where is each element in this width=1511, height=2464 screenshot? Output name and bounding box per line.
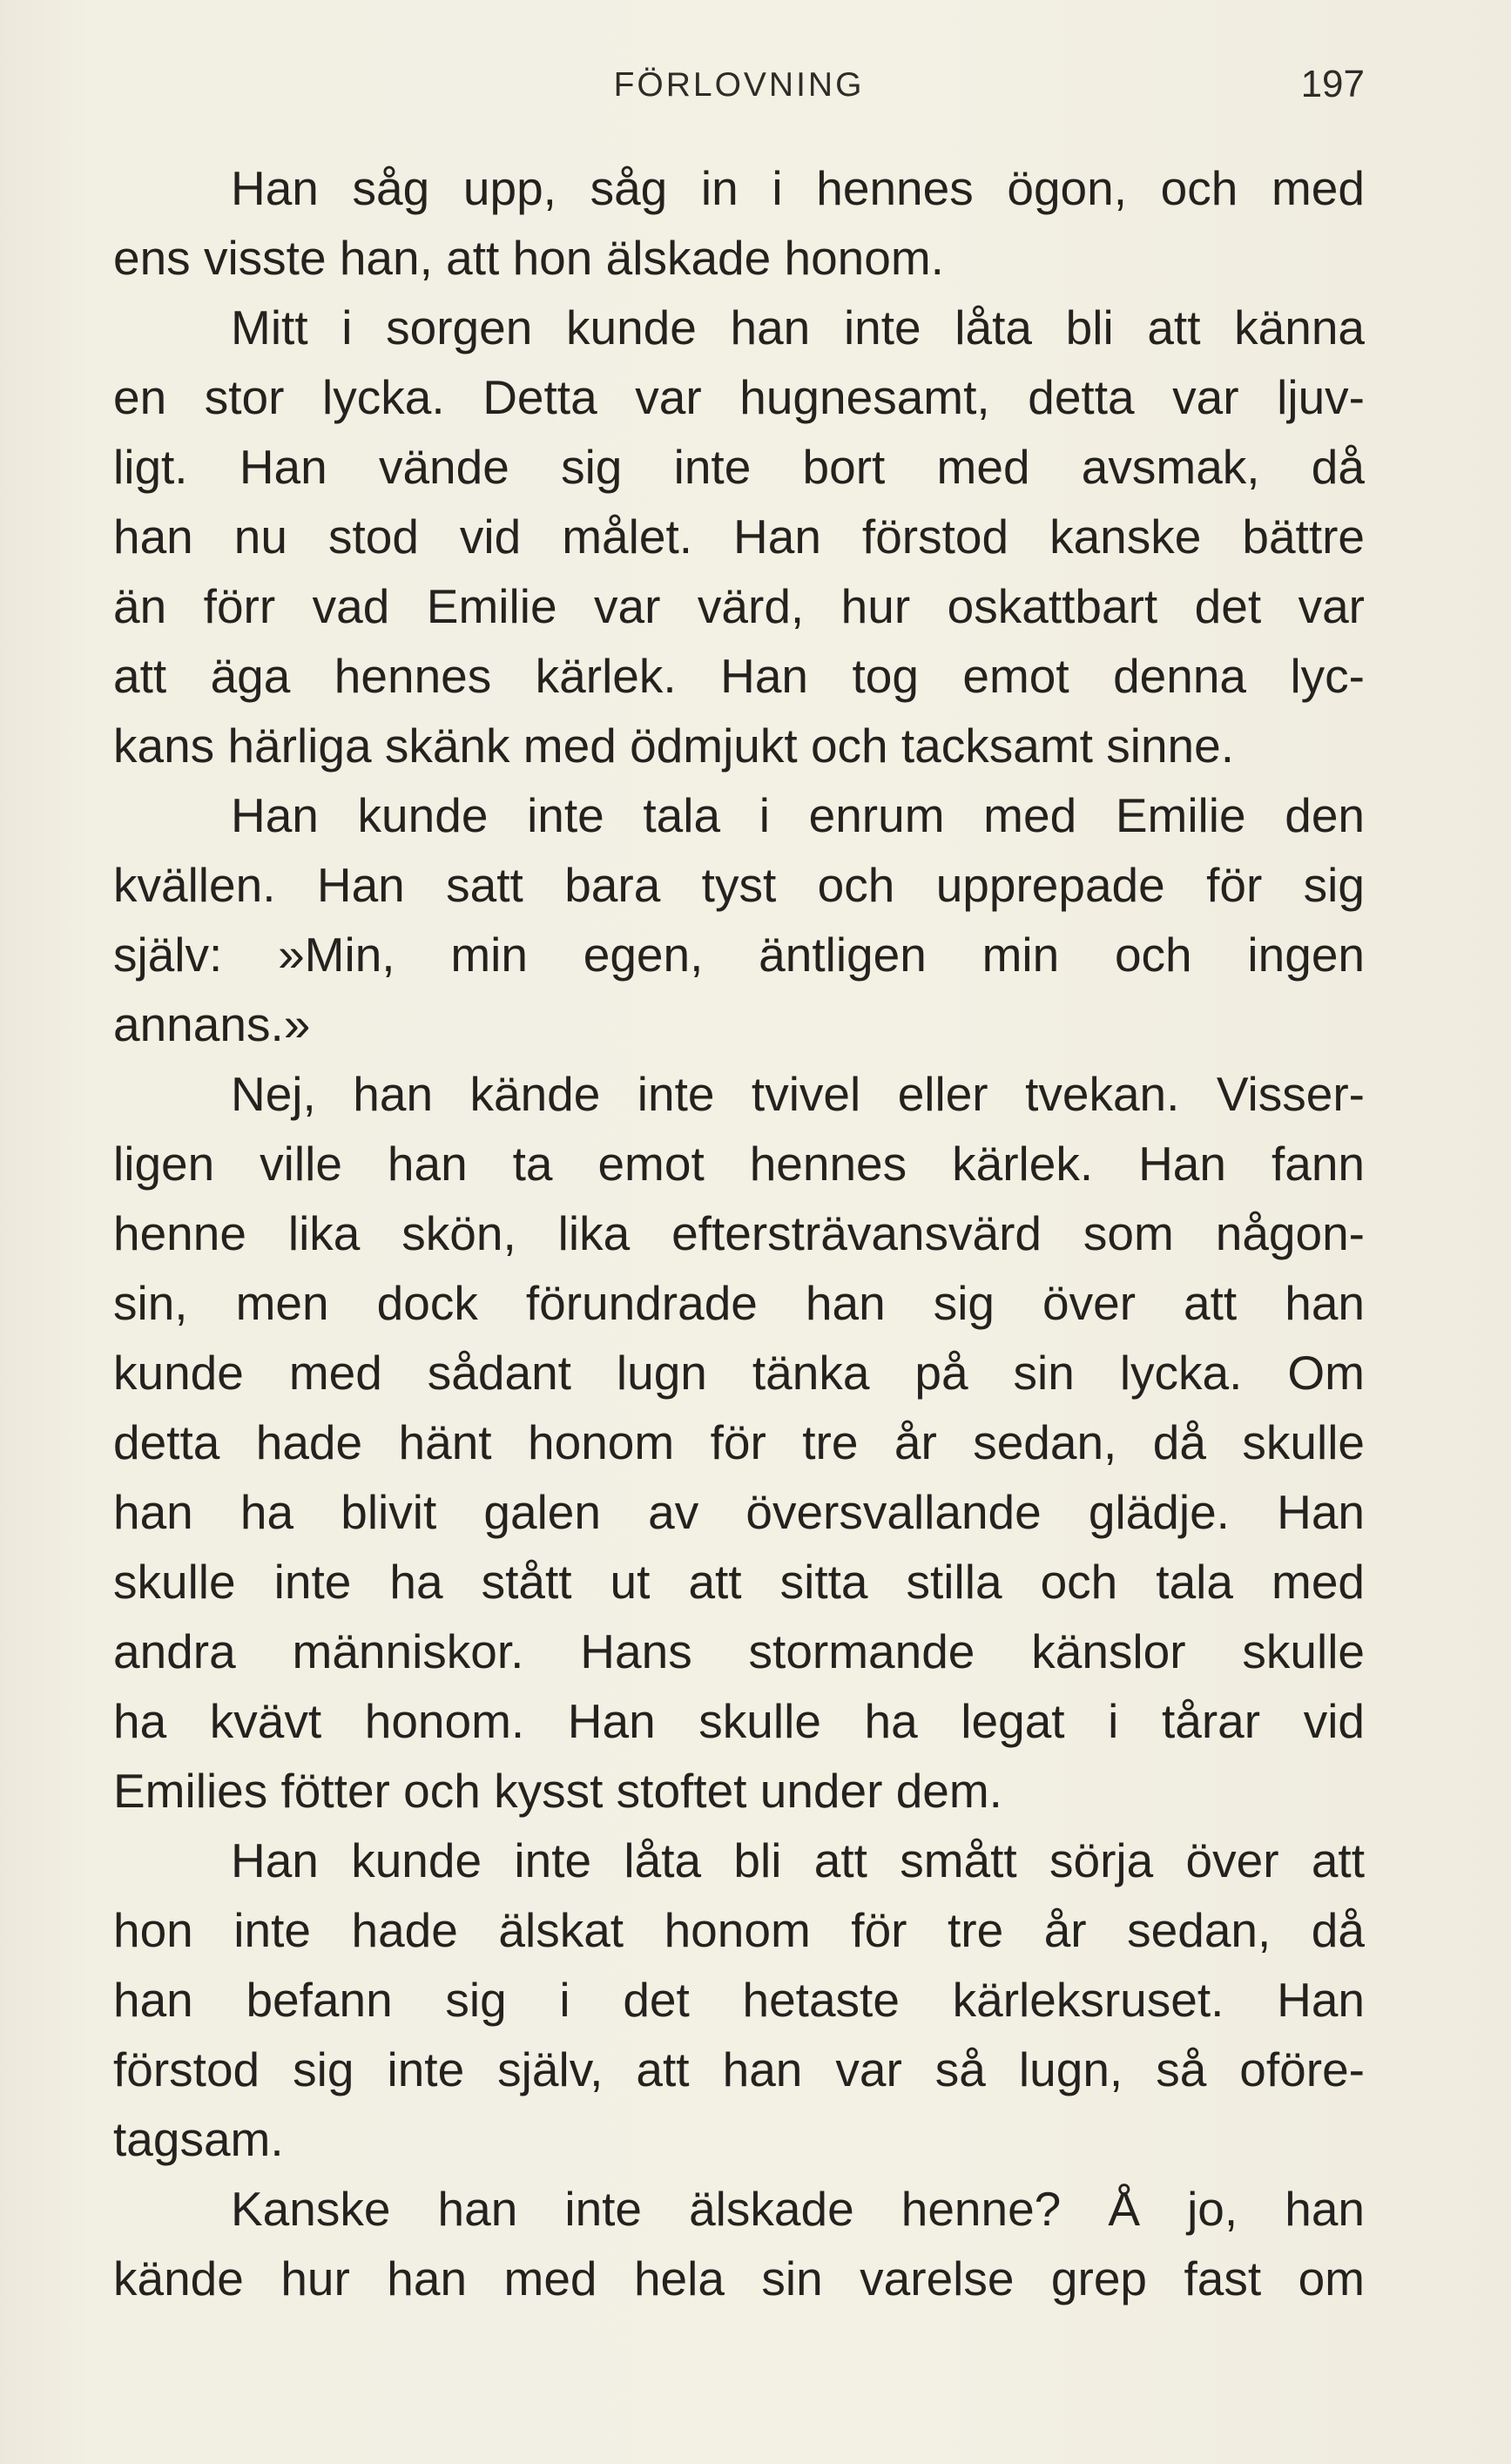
text-line: han befann sig i det hetaste kärleksruset. Han [113,1973,1365,2027]
text-line: han ha blivit galen av översvallande glädje. Han [113,1485,1365,1539]
text-line: Emilies fötter och kysst stoftet under dem. [113,1764,1002,1818]
running-head [113,63,1365,111]
text-line: kände hur han med hela sin varelse grep fast om [113,2251,1365,2305]
text-line: andra människor. Hans stormande känslor skulle [113,1624,1365,1678]
text-line: än förr vad Emilie var värd, hur oskattbart det var [113,579,1365,633]
page-number: 197 [1300,63,1365,105]
chapter-title: FÖRLOVNING [613,66,865,104]
text-line: kvällen. Han satt bara tyst och upprepade för sig [113,858,1365,912]
text-line: annans.» [113,997,311,1051]
text-line: kunde med sådant lugn tänka på sin lycka. Om [113,1346,1365,1400]
text-line: Nej, han kände inte tvivel eller tvekan. Visser- [231,1067,1365,1121]
text-line: detta hade hänt honom för tre år sedan, då skulle [113,1415,1365,1469]
text-line: Mitt i sorgen kunde han inte låta bli att känna [231,300,1365,354]
text-line: kans härliga skänk med ödmjukt och tacksamt sinne. [113,719,1234,773]
text-line: Han såg upp, såg in i hennes ögon, och med [231,161,1365,215]
text-line: hon inte hade älskat honom för tre år sedan, då [113,1903,1365,1957]
text-line: en stor lycka. Detta var hugnesamt, detta var ljuv- [113,370,1365,424]
text-line: förstod sig inte själv, att han var så lugn, så oföre- [113,2042,1365,2096]
text-line: ligen ville han ta emot hennes kärlek. Han fann [113,1137,1365,1191]
text-line: henne lika skön, lika eftersträvansvärd som någon- [113,1206,1365,1260]
text-line: Han kunde inte tala i enrum med Emilie den [231,788,1365,842]
text-line: sin, men dock förundrade han sig över att han [113,1276,1365,1330]
text-line: själv: »Min, min egen, äntligen min och ingen [113,928,1365,982]
text-line: Han kunde inte låta bli att smått sörja över att [231,1833,1365,1887]
text-line: ligt. Han vände sig inte bort med avsmak, då [113,440,1365,494]
text-line: Kanske han inte älskade henne? Å jo, han [231,2182,1365,2236]
text-line: han nu stod vid målet. Han förstod kanske bättre [113,510,1365,564]
text-line: ens visste han, att hon älskade honom. [113,231,944,285]
body-text [113,153,1365,2313]
text-line: ha kvävt honom. Han skulle ha legat i tårar vid [113,1694,1365,1748]
text-line: att äga hennes kärlek. Han tog emot denna lyc- [113,649,1365,703]
text-line: skulle inte ha stått ut att sitta stilla och tala med [113,1555,1365,1609]
text-line: tagsam. [113,2112,284,2166]
